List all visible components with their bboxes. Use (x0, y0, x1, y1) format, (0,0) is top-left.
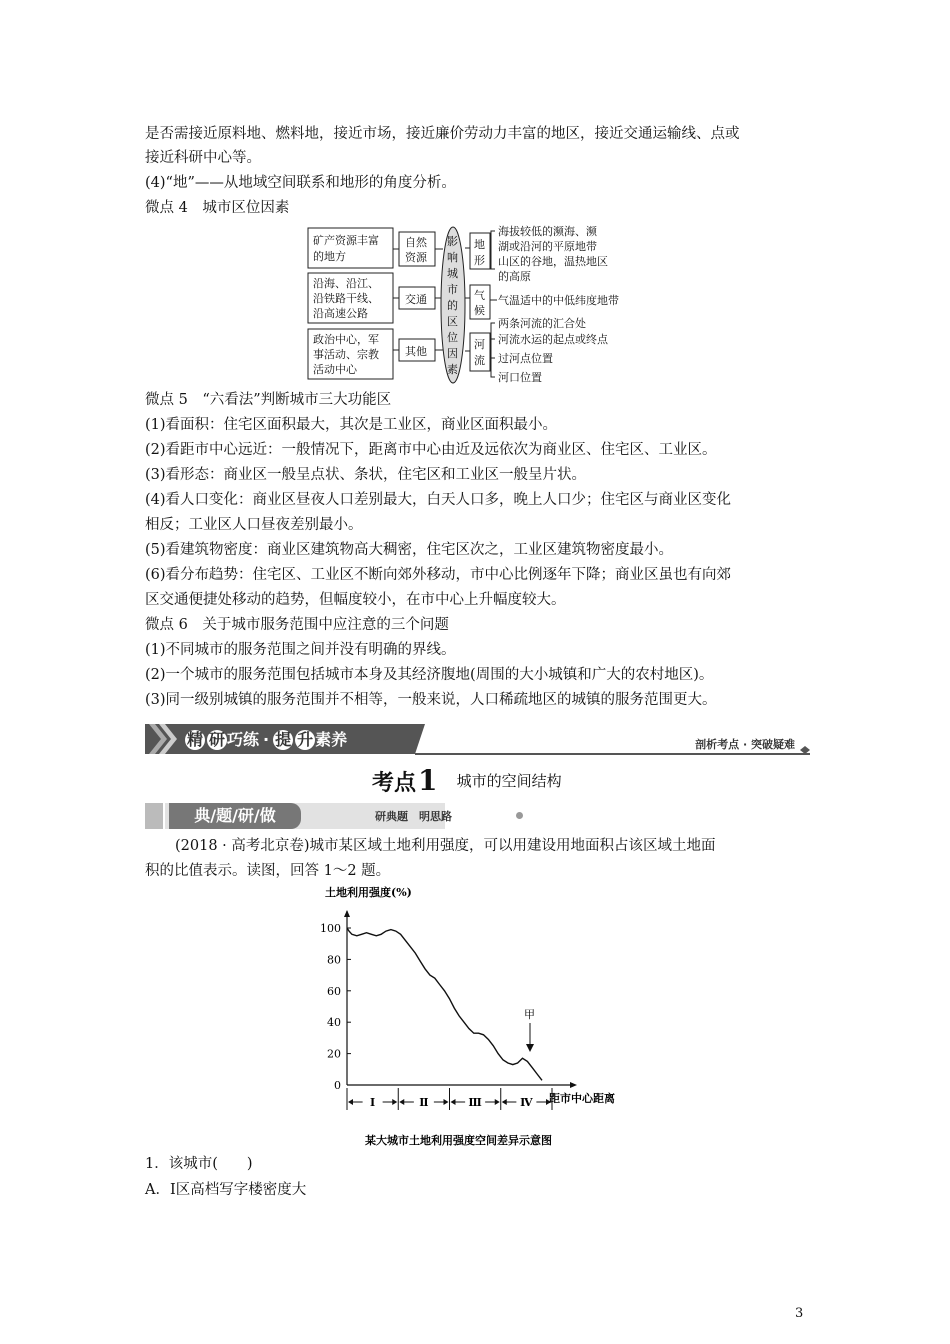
right-label: 气 (474, 289, 485, 302)
kaodian-number: 1 (418, 764, 438, 797)
banner-title (185, 727, 347, 750)
land-use-chart (315, 882, 635, 1150)
x-axis-arrow (570, 1082, 577, 1088)
sub-header-right: 研典题 明思路 (375, 810, 452, 823)
paragraph: (6)看分布趋势：住宅区、工业区不断向郊外移动，市中心比例逐年下降；商业区虽也有向郊 (145, 567, 732, 583)
mid-label: 其他 (405, 345, 427, 358)
paragraph: (4)“地”——从地域空间联系和地形的角度分析。 (145, 175, 456, 191)
center-char: 区 (447, 315, 458, 328)
paragraph: 相反；工业区人口昼夜差别最小。 (145, 517, 363, 533)
center-char: 位 (447, 331, 458, 344)
left-box-text: 政治中心，军 (313, 333, 379, 346)
sub-header-label: 典/题/研/做 (169, 803, 301, 829)
mid-label: 交通 (405, 293, 427, 306)
zone-arrow-head (451, 1099, 456, 1105)
zone-arrow-head (444, 1099, 449, 1105)
chart-xlabel: 距市中心距离 (549, 1092, 615, 1105)
paragraph: 区交通便捷处移动的趋势，但幅度较小，在市中心上升幅度较大。 (145, 592, 566, 608)
section-title (372, 764, 562, 797)
heading-micro-6: 微点 6 关于城市服务范围中应注意的三个问题 (145, 617, 449, 633)
paragraph: 接近科研中心等。 (145, 150, 261, 166)
right-label: 地 (474, 238, 485, 251)
y-axis-arrow (344, 910, 350, 917)
banner-char: 巧练 (227, 730, 260, 749)
location-factors-diagram (305, 223, 650, 388)
center-char: 素 (447, 363, 458, 376)
chart-series-line (347, 928, 542, 1080)
terrain-text: 的高原 (498, 270, 531, 283)
y-tick-label: 80 (327, 953, 341, 967)
chart-title: 某大城市土地利用强度空间差异示意图 (365, 1134, 552, 1147)
sub-header (145, 803, 815, 829)
center-char: 市 (447, 283, 458, 296)
terrain-text: 山区的谷地，温热地区 (498, 255, 608, 268)
banner-char-circle: 精 (186, 730, 203, 749)
banner-char-circle: 研 (208, 730, 225, 749)
y-tick-label: 40 (327, 1016, 341, 1030)
terrain-text: 海拔较低的濒海、濒 (498, 225, 597, 238)
left-box-text: 事活动、宗教 (313, 348, 379, 361)
center-char: 因 (447, 347, 458, 360)
zone-arrow-head (399, 1099, 404, 1105)
question-intro: (2018 · 高考北京卷)城市某区域土地利用强度，可以用建设用地面积占该区域土地面 (175, 838, 716, 854)
river-text: 河口位置 (498, 371, 542, 384)
center-char: 城 (447, 267, 458, 280)
question-intro: 积的比值表示。读图，回答 1～2 题。 (145, 863, 391, 879)
paragraph: (2)一个城市的服务范围包括城市本身及其经济腹地(周围的大小城镇和广大的农村地区)。 (145, 667, 714, 683)
banner-char-circle: 升 (297, 730, 314, 749)
center-char: 影 (447, 235, 458, 248)
option-a: A．Ⅰ区高档写字楼密度大 (145, 1182, 307, 1198)
climate-text: 气温适中的中低纬度地带 (498, 294, 619, 307)
y-tick-label: 0 (334, 1079, 341, 1092)
left-box-text: 沿海、沿江、 (313, 277, 379, 290)
zone-label: Ⅰ (370, 1096, 376, 1109)
chart-annotation: 甲 (524, 1008, 535, 1021)
left-box-text: 沿铁路干线、 (313, 292, 379, 305)
annotation-arrow-head (526, 1044, 534, 1052)
paragraph: (5)看建筑物密度：商业区建筑物高大稠密，住宅区次之，工业区建筑物密度最小。 (145, 542, 674, 558)
paragraph: (3)看形态：商业区一般呈点状、条状，住宅区和工业区一般呈片状。 (145, 467, 587, 483)
banner-char-circle: 提 (275, 730, 292, 749)
question-stem: 1．该城市( ) (145, 1156, 253, 1172)
paragraph: (1)不同城市的服务范围之间并没有明确的界线。 (145, 642, 456, 658)
page-number: 3 (795, 1306, 804, 1321)
chart-ylabel: 土地利用强度(%) (325, 886, 412, 899)
y-tick-label: 20 (327, 1047, 341, 1061)
zone-label: Ⅱ (419, 1096, 429, 1109)
center-char: 响 (447, 251, 458, 264)
left-box-text: 矿产资源丰富 (313, 234, 379, 247)
section-banner (145, 720, 815, 758)
paragraph: (1)看面积：住宅区面积最大，其次是工业区，商业区面积最小。 (145, 417, 558, 433)
right-label: 候 (474, 304, 485, 317)
section-name: 城市的空间结构 (456, 772, 562, 790)
left-box-text: 活动中心 (313, 363, 357, 376)
zone-arrow-head (392, 1099, 397, 1105)
right-label: 流 (474, 354, 485, 367)
zone-arrow-head (495, 1099, 500, 1105)
river-text: 两条河流的汇合处 (498, 317, 586, 330)
heading-micro-4: 微点 4 城市区位因素 (145, 200, 290, 216)
paragraph: (4)看人口变化：商业区昼夜人口差别最大，白天人口多，晚上人口少；住宅区与商业区变化 (145, 492, 732, 508)
right-label: 形 (474, 254, 485, 267)
paragraph: (2)看距市中心远近：一般情况下，距离市中心由近及远依次为商业区、住宅区、工业区。 (145, 442, 717, 458)
banner-right: 剖析考点 · 突破疑难 (695, 738, 795, 751)
zone-label: Ⅳ (520, 1096, 533, 1109)
paragraph: (3)同一级别城镇的服务范围并不相等，一般来说，人口稀疏地区的城镇的服务范围更大。 (145, 692, 717, 708)
river-text: 过河点位置 (498, 352, 553, 365)
left-box-text: 沿高速公路 (313, 307, 368, 320)
paragraph: 是否需接近原料地、燃料地，接近市场，接近廉价劳动力丰富的地区，接近交通运输线、点或 (145, 126, 740, 142)
banner-char: 素养 (315, 730, 348, 749)
river-text: 河流水运的起点或终点 (498, 333, 608, 346)
y-tick-label: 60 (327, 984, 341, 998)
kaodian-label: 考点 (372, 771, 417, 796)
mid-label: 自然 (405, 236, 427, 249)
heading-micro-5: 微点 5 “六看法”判断城市三大功能区 (145, 392, 392, 408)
banner-dot: · (263, 730, 270, 749)
zone-label: Ⅲ (468, 1096, 482, 1109)
y-tick-label: 100 (320, 922, 341, 935)
left-box-text: 的地方 (313, 250, 346, 263)
right-label: 河 (474, 338, 485, 351)
zone-arrow-head (348, 1099, 353, 1105)
mid-label: 资源 (405, 251, 427, 264)
zone-arrow-head (502, 1099, 507, 1105)
terrain-text: 湖或沿河的平原地带 (498, 240, 597, 253)
center-char: 的 (447, 299, 458, 312)
